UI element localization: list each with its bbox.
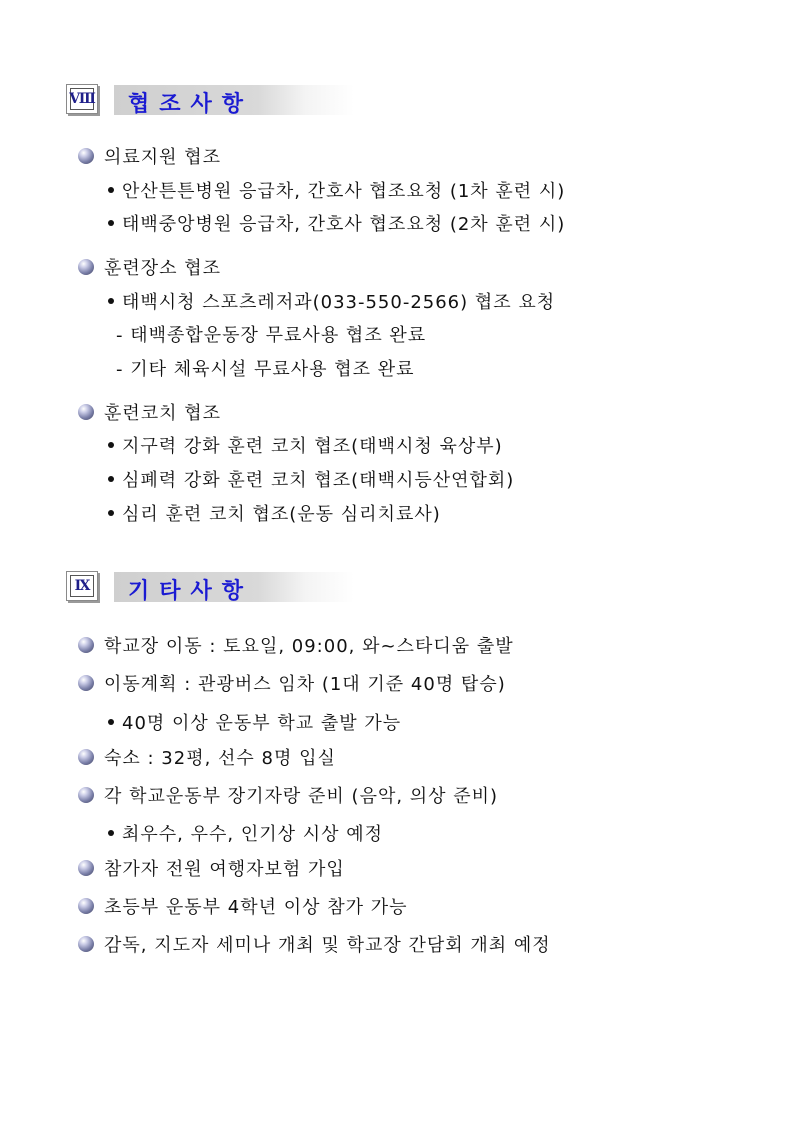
list-item — [78, 893, 408, 919]
roman-numeral-box — [66, 84, 98, 114]
sphere-bullet-icon — [78, 675, 94, 691]
list-item — [108, 500, 441, 526]
sphere-bullet-icon — [78, 787, 94, 803]
sphere-bullet-icon — [78, 148, 94, 164]
list-item — [108, 466, 514, 492]
list-item — [108, 709, 401, 735]
group-heading-text: 훈련장소 협조 — [104, 258, 222, 279]
list-item — [78, 632, 514, 658]
group-heading — [78, 399, 221, 425]
sphere-bullet-icon — [78, 259, 94, 275]
roman-numeral: Ⅷ — [70, 88, 94, 110]
list-item-text: 참가자 전원 여행자보험 가입 — [104, 859, 345, 880]
roman-numeral: Ⅸ — [70, 575, 94, 597]
list-item-text: 태백시청 스포츠레저과(033-550-2566) 협조 요청 — [122, 292, 556, 313]
list-item-text: 심폐력 강화 훈련 코치 협조(태백시등산연합회) — [122, 470, 515, 491]
group-heading-text: 훈련코치 협조 — [104, 403, 222, 424]
list-item — [108, 177, 565, 203]
section-title: 기타사항 — [128, 579, 254, 604]
list-item-text: 숙소 : 32평, 선수 8명 입실 — [104, 748, 336, 769]
list-item-text: 감독, 지도자 세미나 개최 및 학교장 간담회 개최 예정 — [104, 935, 551, 956]
section-title: 협조사항 — [128, 92, 254, 117]
sphere-bullet-icon — [78, 898, 94, 914]
list-item-text: 지구력 강화 훈련 코치 협조(태백시청 육상부) — [122, 436, 503, 457]
sphere-bullet-icon — [78, 749, 94, 765]
list-item — [108, 210, 565, 236]
group-heading — [78, 254, 221, 280]
list-item — [108, 288, 555, 314]
dot-bullet-icon — [108, 510, 114, 516]
list-item-text: 초등부 운동부 4학년 이상 참가 가능 — [104, 897, 408, 918]
dot-bullet-icon — [108, 719, 114, 725]
list-item — [78, 855, 345, 881]
list-item-text: 학교장 이동 : 토요일, 09:00, 와~스타디움 출발 — [104, 636, 514, 657]
dot-bullet-icon — [108, 442, 114, 448]
dot-bullet-icon — [108, 830, 114, 836]
list-item-text: 최우수, 우수, 인기상 시상 예정 — [122, 824, 383, 845]
list-item-text: 안산튼튼병원 응급차, 간호사 협조요청 (1차 훈련 시) — [122, 181, 566, 202]
list-item-text: 태백중앙병원 응급차, 간호사 협조요청 (2차 훈련 시) — [122, 214, 566, 235]
list-item-text: 40명 이상 운동부 학교 출발 가능 — [122, 713, 402, 734]
sphere-bullet-icon — [78, 404, 94, 420]
dash-item: - 태백종합운동장 무료사용 협조 완료 — [116, 325, 427, 346]
list-item — [78, 931, 551, 957]
dot-bullet-icon — [108, 187, 114, 193]
dot-bullet-icon — [108, 220, 114, 226]
group-heading — [78, 143, 221, 169]
dot-bullet-icon — [108, 298, 114, 304]
section-title-bar — [114, 572, 354, 602]
dash-item: - 기타 체육시설 무료사용 협조 완료 — [116, 359, 415, 380]
list-item — [78, 782, 498, 808]
sphere-bullet-icon — [78, 860, 94, 876]
list-item — [78, 744, 336, 770]
list-item — [108, 432, 503, 458]
dot-bullet-icon — [108, 476, 114, 482]
group-heading-text: 의료지원 협조 — [104, 147, 222, 168]
list-item-text: 각 학교운동부 장기자랑 준비 (음악, 의상 준비) — [104, 786, 499, 807]
list-item-text: 심리 훈련 코치 협조(운동 심리치료사) — [122, 504, 441, 525]
list-item — [108, 820, 383, 846]
list-item-text: 이동계획 : 관광버스 임차 (1대 기준 40명 탑승) — [104, 674, 506, 695]
sphere-bullet-icon — [78, 637, 94, 653]
sphere-bullet-icon — [78, 936, 94, 952]
list-item — [78, 670, 506, 696]
roman-numeral-box — [66, 571, 98, 601]
section-title-bar — [114, 85, 354, 115]
